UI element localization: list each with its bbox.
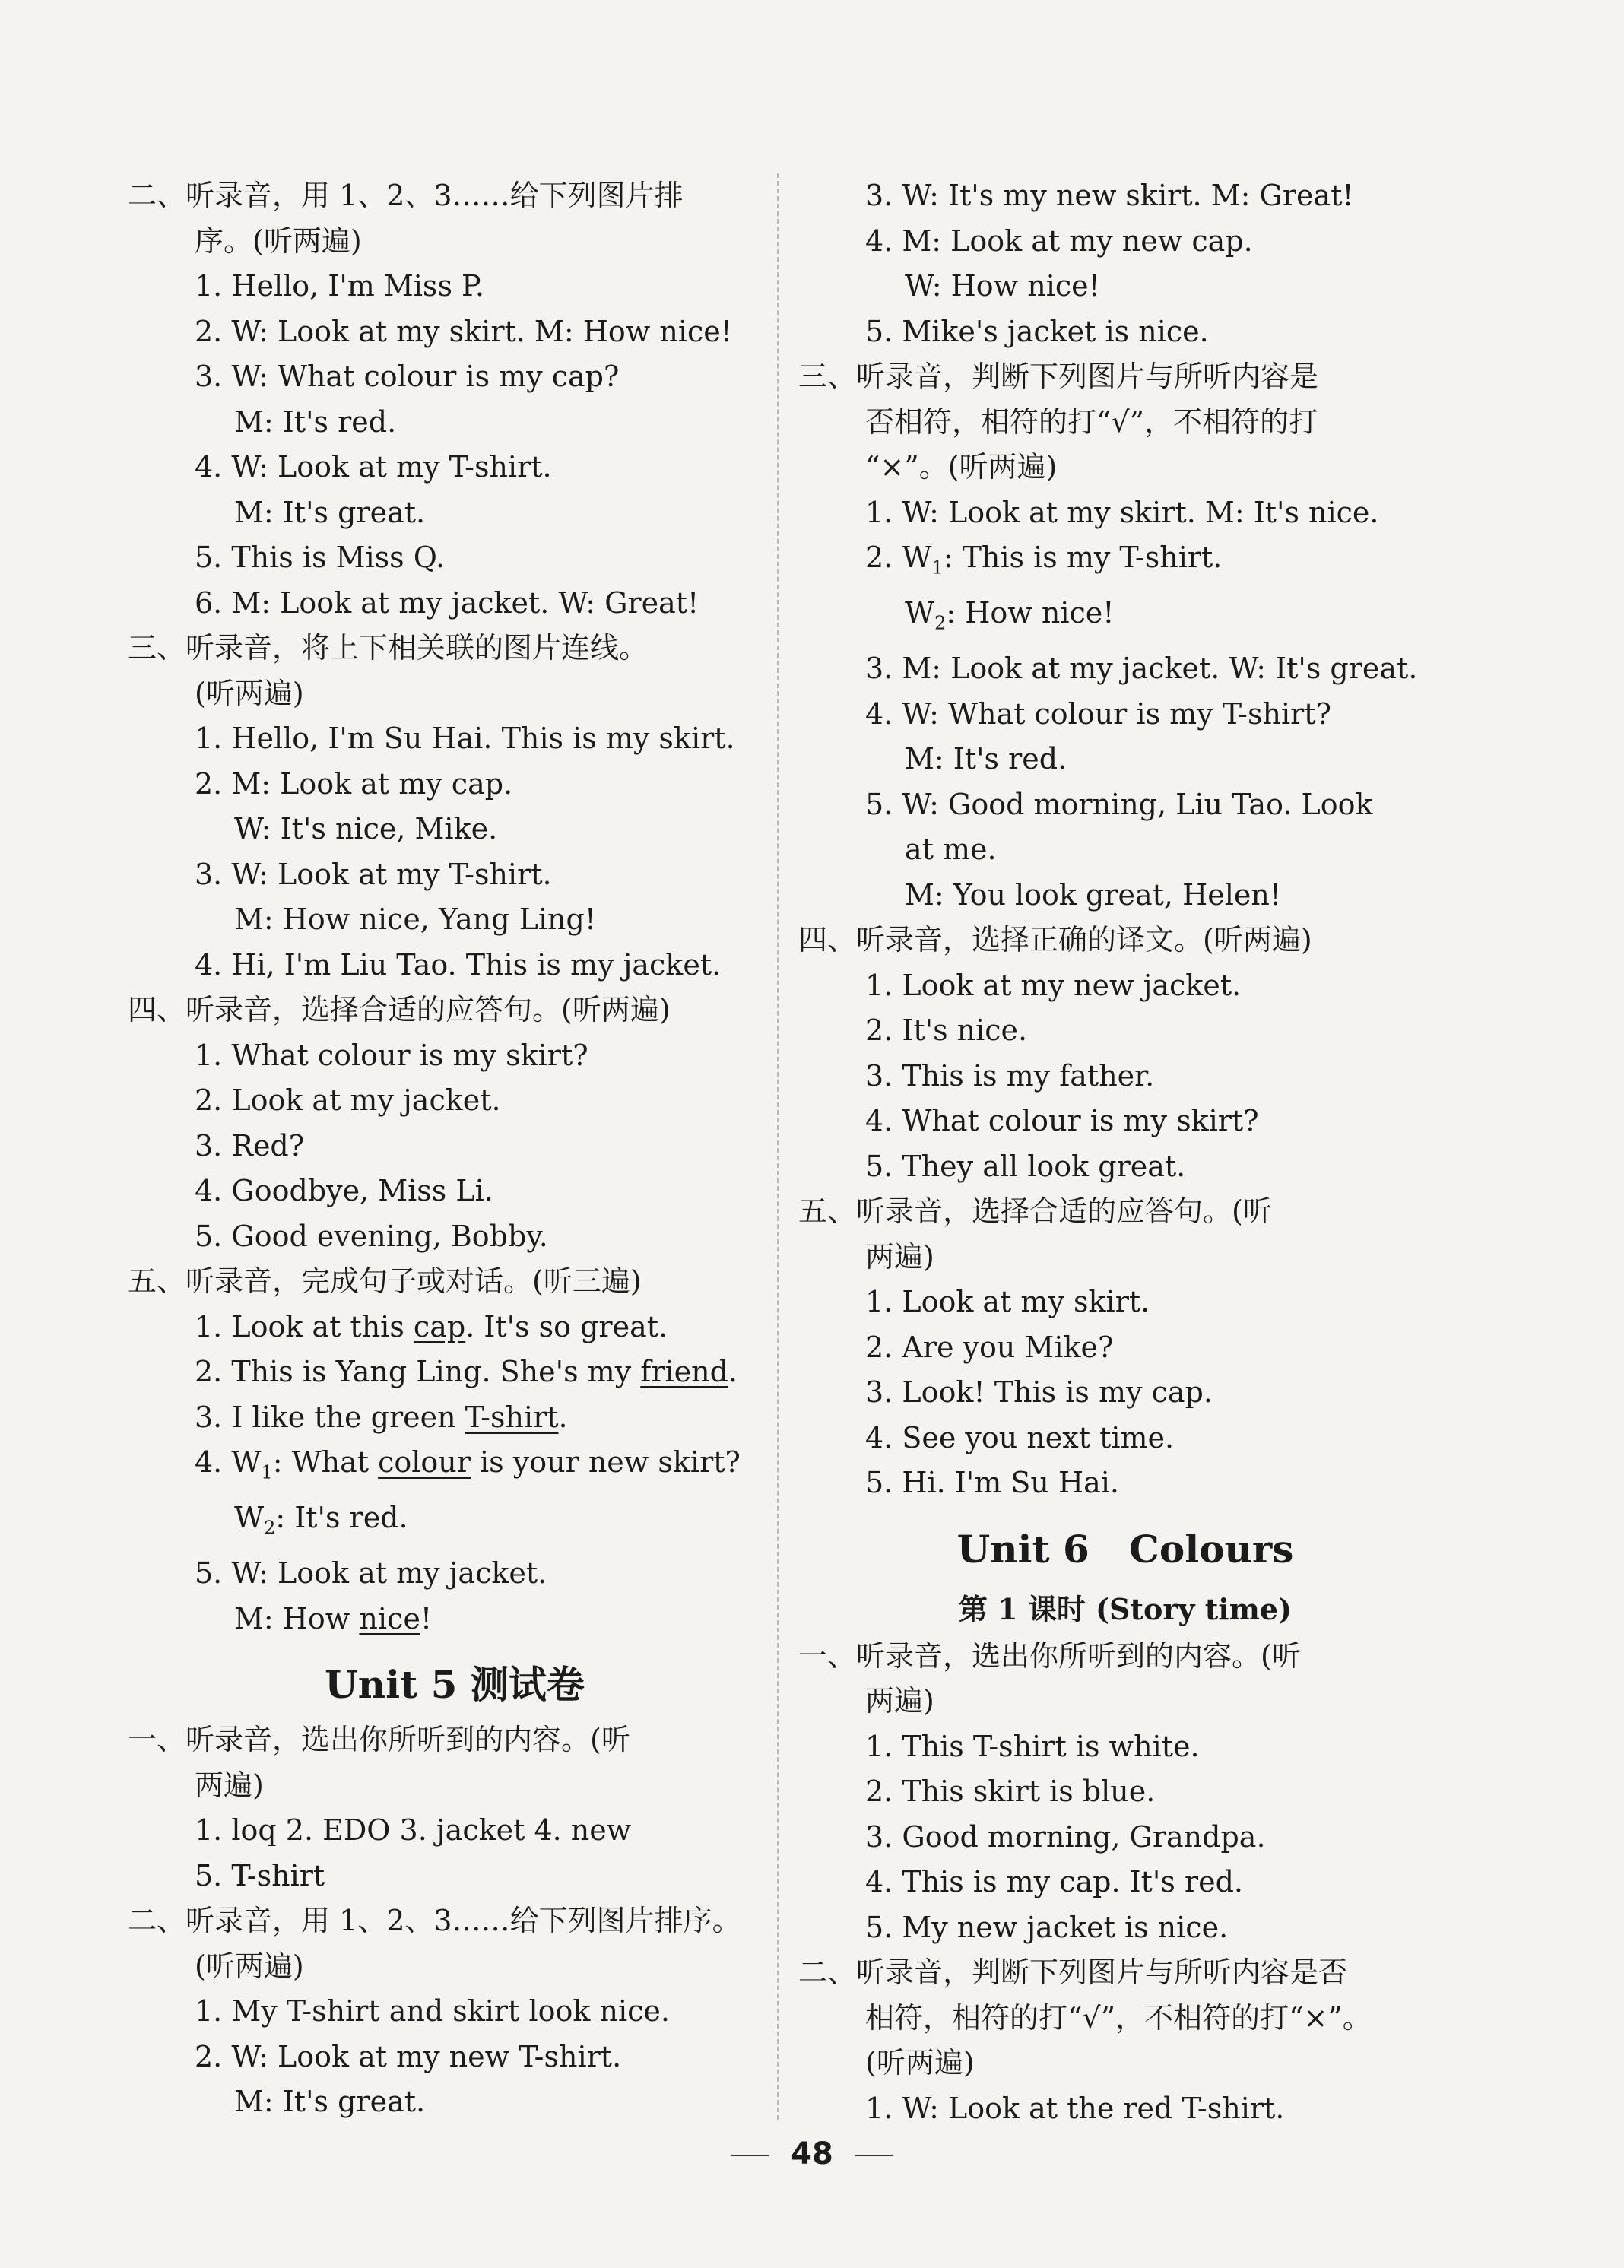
- list-item: M: How nice, Yang Ling!: [234, 902, 597, 936]
- page-number: 48: [0, 2136, 1624, 2171]
- section-title: 两遍): [195, 1768, 264, 1802]
- list-item: M: It's red.: [234, 404, 397, 439]
- list-item: 6. M: Look at my jacket. W: Great!: [195, 585, 699, 620]
- list-item: M: How nice!: [234, 1601, 433, 1635]
- section-title: 相符，相符的打“√”，不相符的打“×”。: [865, 2000, 1372, 2035]
- list-item: 5. My new jacket is nice.: [865, 1910, 1229, 1944]
- list-item: 4. W: Look at my T-shirt.: [195, 450, 552, 484]
- filled-answer: colour: [378, 1445, 471, 1479]
- list-item: 2. It's nice.: [865, 1013, 1028, 1048]
- list-item: 4. W: What colour is my T-shirt?: [865, 696, 1331, 731]
- list-item: $W_2$: It's red.: [234, 1501, 408, 1539]
- list-item: M: You look great, Helen!: [905, 877, 1282, 912]
- list-item: 4. Hi, I'm Liu Tao. This is my jacket.: [195, 947, 722, 982]
- list-item: 3. W: Look at my T-shirt.: [195, 857, 552, 891]
- list-item: 4. See you next time.: [865, 1420, 1175, 1454]
- list-item: 3. This is my father.: [865, 1058, 1155, 1093]
- list-item: 3. M: Look at my jacket. W: It's great.: [865, 652, 1418, 686]
- list-item: 3. Good morning, Grandpa.: [865, 1819, 1266, 1854]
- section-title: 序。(听两遍): [195, 224, 362, 258]
- section-title: 一、听录音，选出你所听到的内容。(听: [128, 1723, 630, 1757]
- list-item: 1. Look at my skirt.: [865, 1285, 1150, 1319]
- list-item: 1. Look at this cap. It's so great.: [195, 1309, 668, 1343]
- list-item: 2. M: Look at my cap.: [195, 766, 513, 801]
- list-item: 1. Hello, I'm Miss P.: [195, 269, 484, 303]
- section-title: (听两遍): [195, 676, 304, 710]
- section-title: 四、听录音，选择正确的译文。(听两遍): [798, 923, 1312, 957]
- list-item: 2. Are you Mike?: [865, 1330, 1114, 1364]
- filled-answer: friend: [640, 1355, 728, 1388]
- section-title: 四、听录音，选择合适的应答句。(听两遍): [128, 993, 671, 1026]
- list-item: 5. Mike's jacket is nice.: [865, 314, 1209, 348]
- list-item: 1. My T-shirt and skirt look nice.: [195, 1994, 670, 2029]
- section-title: 二、听录音，用 1、2、3……给下列图片排序。: [128, 1904, 741, 1938]
- filled-answer: nice: [359, 1601, 420, 1635]
- list-item: 1. Look at my new jacket.: [865, 968, 1242, 1002]
- section-title: 三、听录音，将上下相关联的图片连线。: [128, 631, 649, 665]
- list-item: M: It's great.: [234, 2085, 426, 2119]
- list-item: 1. Hello, I'm Su Hai. This is my skirt.: [195, 722, 735, 755]
- list-item: 2. W: Look at my skirt. M: How nice!: [195, 314, 733, 348]
- section-title: 一、听录音，选出你所听到的内容。(听: [798, 1638, 1301, 1673]
- list-item: 2. W: Look at my new T-shirt.: [195, 2039, 622, 2073]
- section-title: 五、听录音，选择合适的应答句。(听: [798, 1194, 1272, 1229]
- list-item: 1. This T-shirt is white.: [865, 1729, 1200, 1763]
- list-item: 5. Good evening, Bobby.: [195, 1219, 548, 1253]
- list-item: 5. W: Good morning, Liu Tao. Look: [865, 787, 1373, 821]
- filled-answer: cap: [413, 1309, 466, 1343]
- list-item: $W_2$: How nice!: [905, 596, 1115, 634]
- list-item: M: It's red.: [905, 742, 1067, 776]
- list-item: 2. This skirt is blue.: [865, 1775, 1156, 1809]
- list-item: 3. W: It's my new skirt. M: Great!: [865, 179, 1354, 212]
- left-column: [128, 173, 782, 2125]
- section-title: 二、听录音，判断下列图片与所听内容是否: [798, 1956, 1348, 1990]
- list-item: 4. $W_1$: What colour is your new skirt?: [195, 1445, 741, 1483]
- section-title: “×”。(听两遍): [865, 450, 1058, 484]
- section-title: (听两遍): [195, 1949, 304, 1983]
- list-item: 3. Red?: [195, 1128, 305, 1163]
- filled-answer: T-shirt: [465, 1400, 559, 1434]
- unit-heading: Unit 5 测试卷: [325, 1662, 585, 1708]
- list-item: 1. W: Look at my skirt. M: It's nice.: [865, 495, 1379, 529]
- list-item: 5. W: Look at my jacket.: [195, 1556, 547, 1591]
- list-item: 5. They all look great.: [865, 1149, 1186, 1183]
- list-item: 4. Goodbye, Miss Li.: [195, 1174, 493, 1207]
- list-item: 4. This is my cap. It's red.: [865, 1865, 1243, 1899]
- section-title: 五、听录音，完成句子或对话。(听三遍): [128, 1264, 642, 1298]
- list-item: 5. T-shirt: [195, 1858, 325, 1892]
- list-item: W: How nice!: [905, 269, 1100, 303]
- lesson-heading: 第 1 课时 (Story time): [958, 1591, 1293, 1626]
- section-title: 二、听录音，用 1、2、3……给下列图片排: [128, 179, 684, 212]
- list-item: at me.: [905, 833, 997, 867]
- list-item: 3. Look! This is my cap.: [865, 1375, 1213, 1410]
- section-title: (听两遍): [865, 2046, 975, 2080]
- dash-left: [731, 2155, 769, 2156]
- list-item: 3. W: What colour is my cap?: [195, 360, 620, 393]
- list-item: 5. Hi. I'm Su Hai.: [865, 1466, 1119, 1500]
- list-item: 3. I like the green T-shirt.: [195, 1400, 568, 1434]
- list-item: 4. What colour is my skirt?: [865, 1104, 1259, 1138]
- list-item: 1. loq 2. EDO 3. jacket 4. new: [195, 1813, 632, 1848]
- section-title: 否相符，相符的打“√”，不相符的打: [865, 404, 1318, 439]
- list-item: 2. Look at my jacket.: [195, 1083, 501, 1117]
- section-title: 两遍): [865, 1684, 934, 1718]
- list-item: 1. W: Look at the red T-shirt.: [865, 2091, 1285, 2125]
- section-title: 两遍): [865, 1239, 934, 1274]
- right-column: [798, 173, 1452, 2131]
- section-title: 三、听录音，判断下列图片与所听内容是: [798, 360, 1319, 393]
- list-item: 2. This is Yang Ling. She's my friend.: [195, 1355, 738, 1388]
- list-item: M: It's great.: [234, 495, 426, 529]
- list-item: 5. This is Miss Q.: [195, 541, 446, 574]
- list-item: 4. M: Look at my new cap.: [865, 224, 1253, 258]
- unit-heading: Unit 6 Colours: [956, 1526, 1294, 1572]
- list-item: W: It's nice, Mike.: [234, 812, 498, 845]
- list-item: 2. $W_1$: This is my T-shirt.: [865, 541, 1223, 579]
- dash-right: [855, 2155, 893, 2156]
- list-item: 1. What colour is my skirt?: [195, 1038, 588, 1072]
